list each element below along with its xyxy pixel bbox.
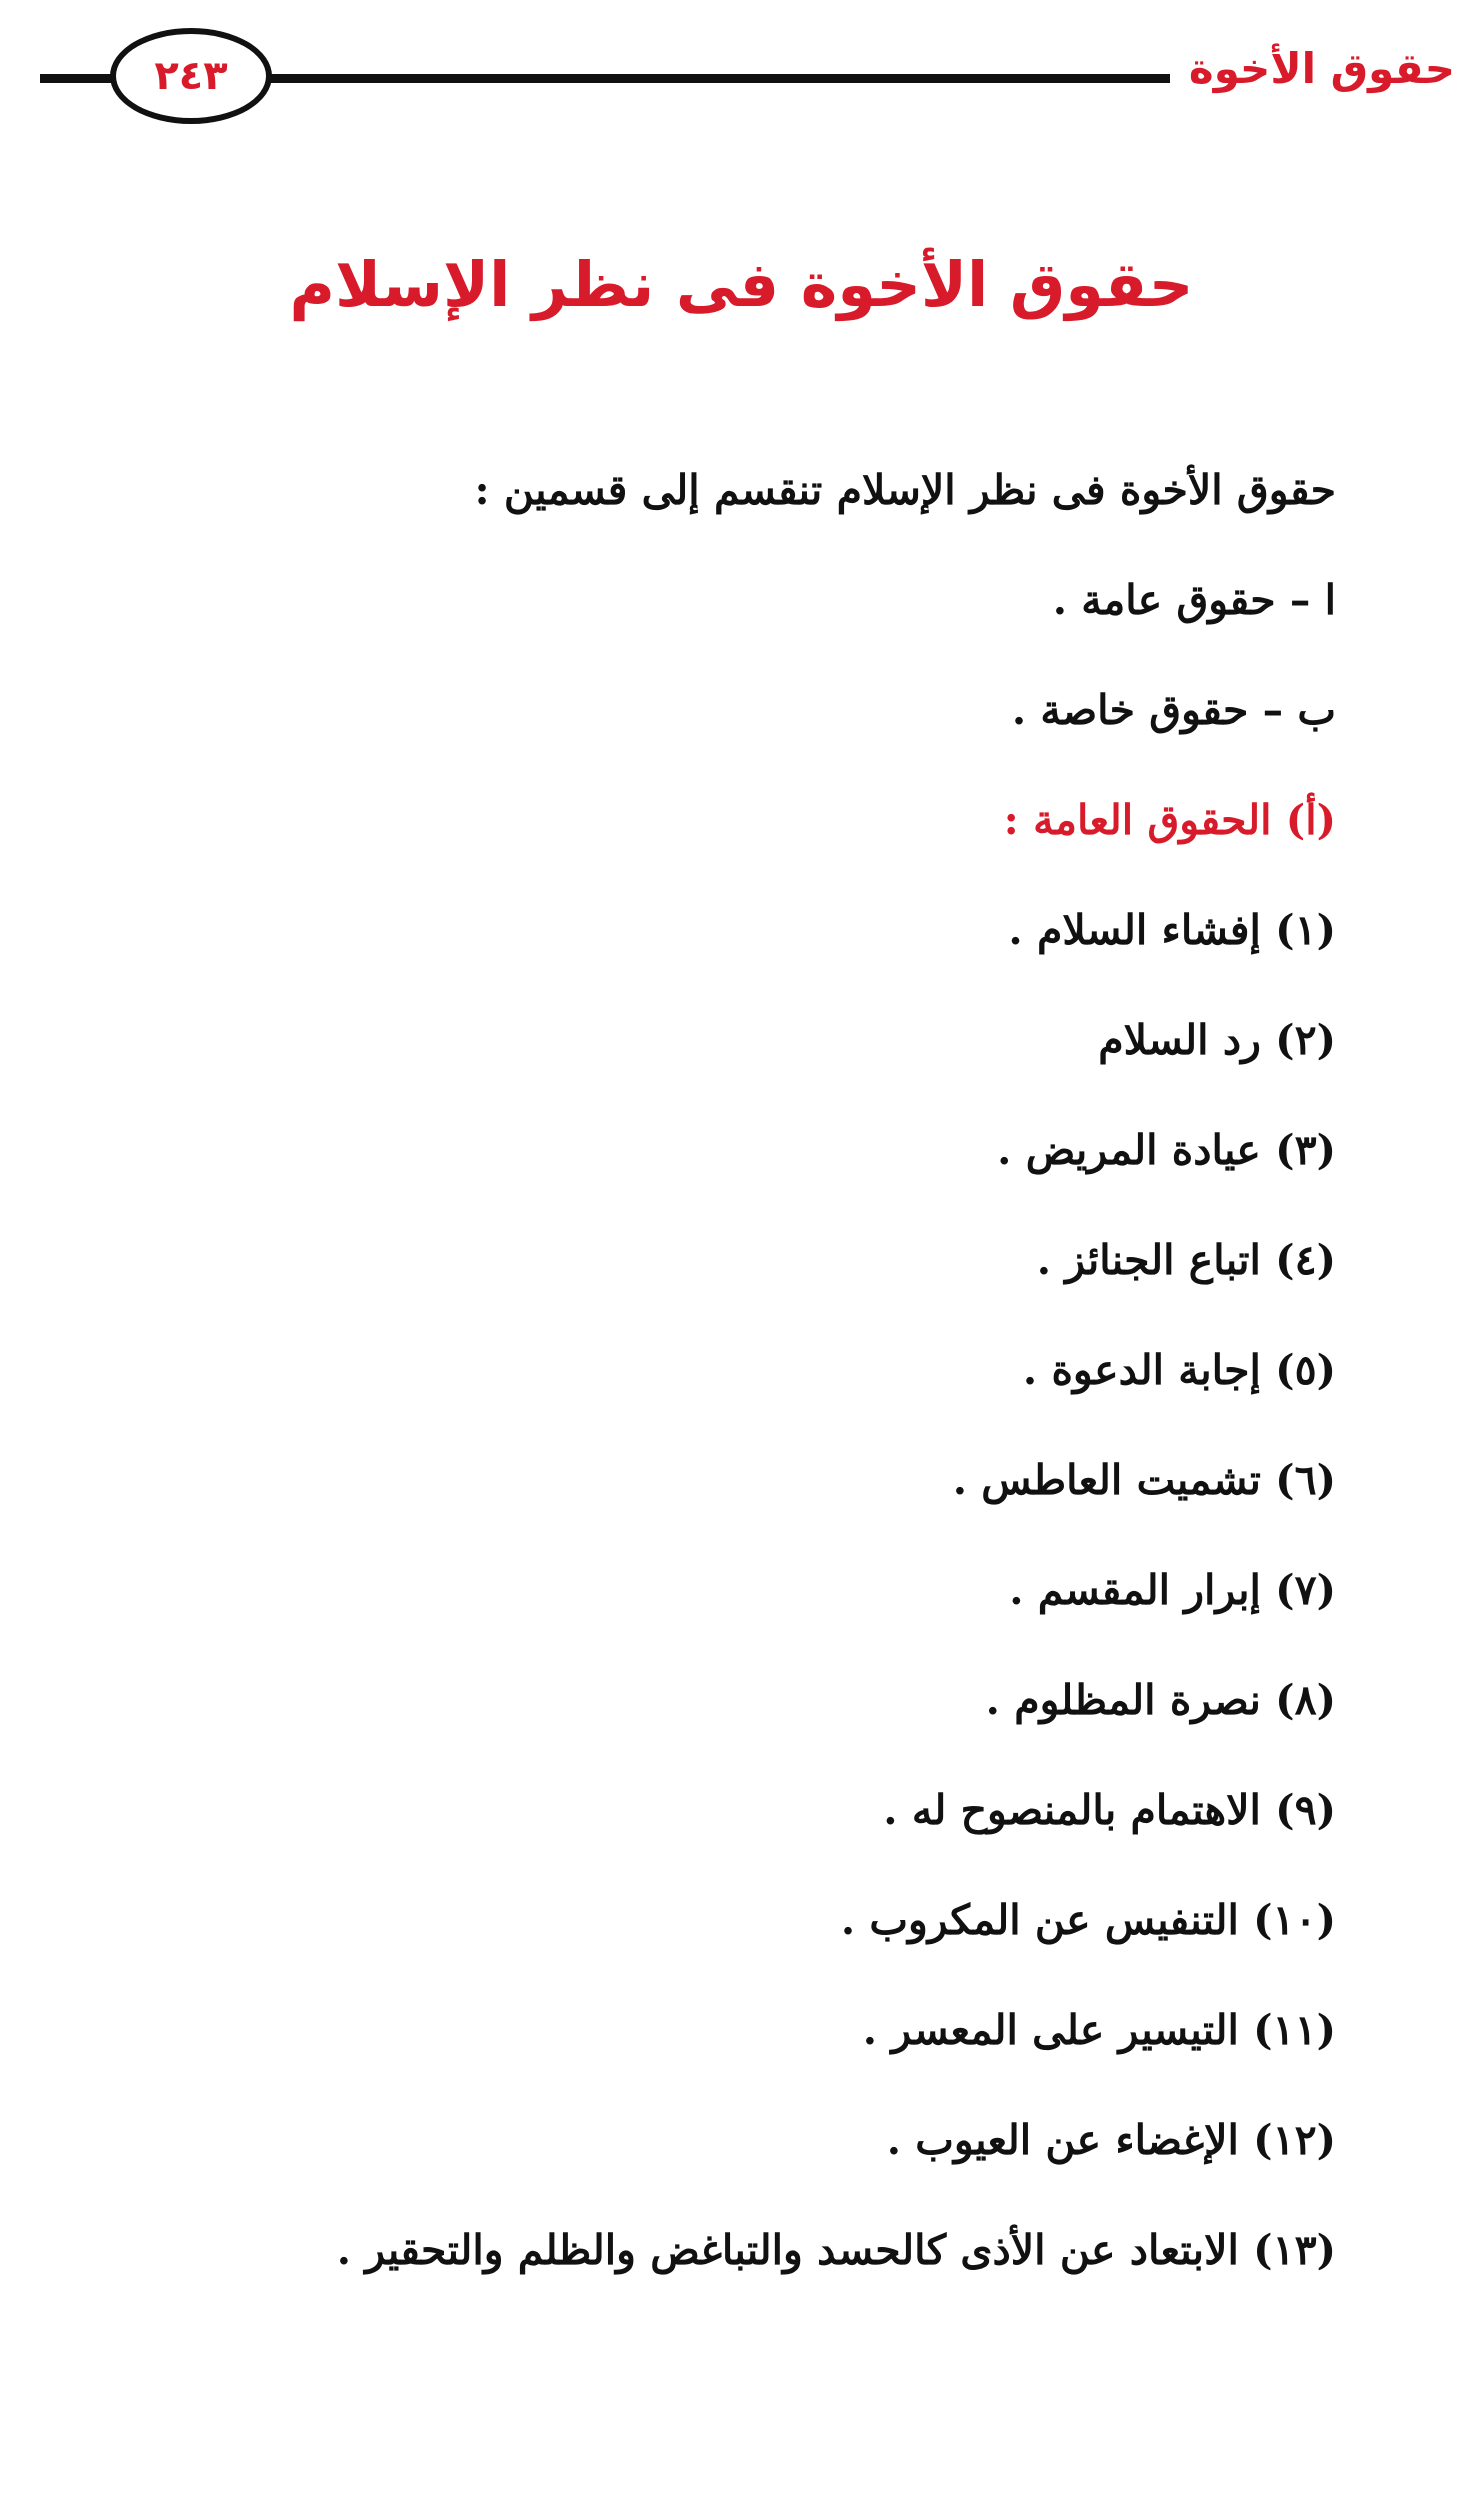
- list-item: (٢) رد السلام: [1098, 1016, 1336, 1064]
- page-number-badge: [110, 28, 272, 124]
- list-item: (٨) نصرة المظلوم .: [985, 1676, 1336, 1724]
- list-item: (١٢) الإغضاء عن العيوب .: [886, 2116, 1336, 2164]
- running-title: حقوق الأخوة: [1188, 44, 1455, 93]
- list-item: (٤) اتباع الجنائز .: [1036, 1236, 1336, 1284]
- page-header: [40, 28, 1455, 128]
- division-specific: ب – حقوق خاصة .: [1011, 686, 1336, 734]
- list-item: (١١) التيسير على المعسر .: [862, 2006, 1336, 2054]
- list-item: (٦) تشميت العاطس .: [952, 1456, 1336, 1504]
- list-item: (٩) الاهتمام بالمنصوح له .: [883, 1786, 1336, 1834]
- list-item: (١) إفشاء السلام .: [1008, 906, 1336, 954]
- list-item: (٣) عيادة المريض .: [997, 1126, 1336, 1174]
- page-number: ٢٤٣: [154, 53, 228, 99]
- list-item: (٥) إجابة الدعوة .: [1022, 1346, 1336, 1394]
- list-item: (١٠) التنفيس عن المكروب .: [840, 1896, 1336, 1944]
- list-item: (٧) إبرار المقسم .: [1009, 1566, 1336, 1614]
- list-item: (١٣) الابتعاد عن الأذى كالحسد والتباغض والظلم والتحقير .: [336, 2226, 1336, 2274]
- page-title: حقوق الأخوة فى نظر الإسلام: [289, 248, 1194, 321]
- section-heading: (أ) الحقوق العامة :: [1003, 796, 1336, 844]
- division-general: ا – حقوق عامة .: [1052, 576, 1336, 624]
- intro-text: حقوق الأخوة فى نظر الإسلام تنقسم إلى قسمين :: [474, 466, 1336, 514]
